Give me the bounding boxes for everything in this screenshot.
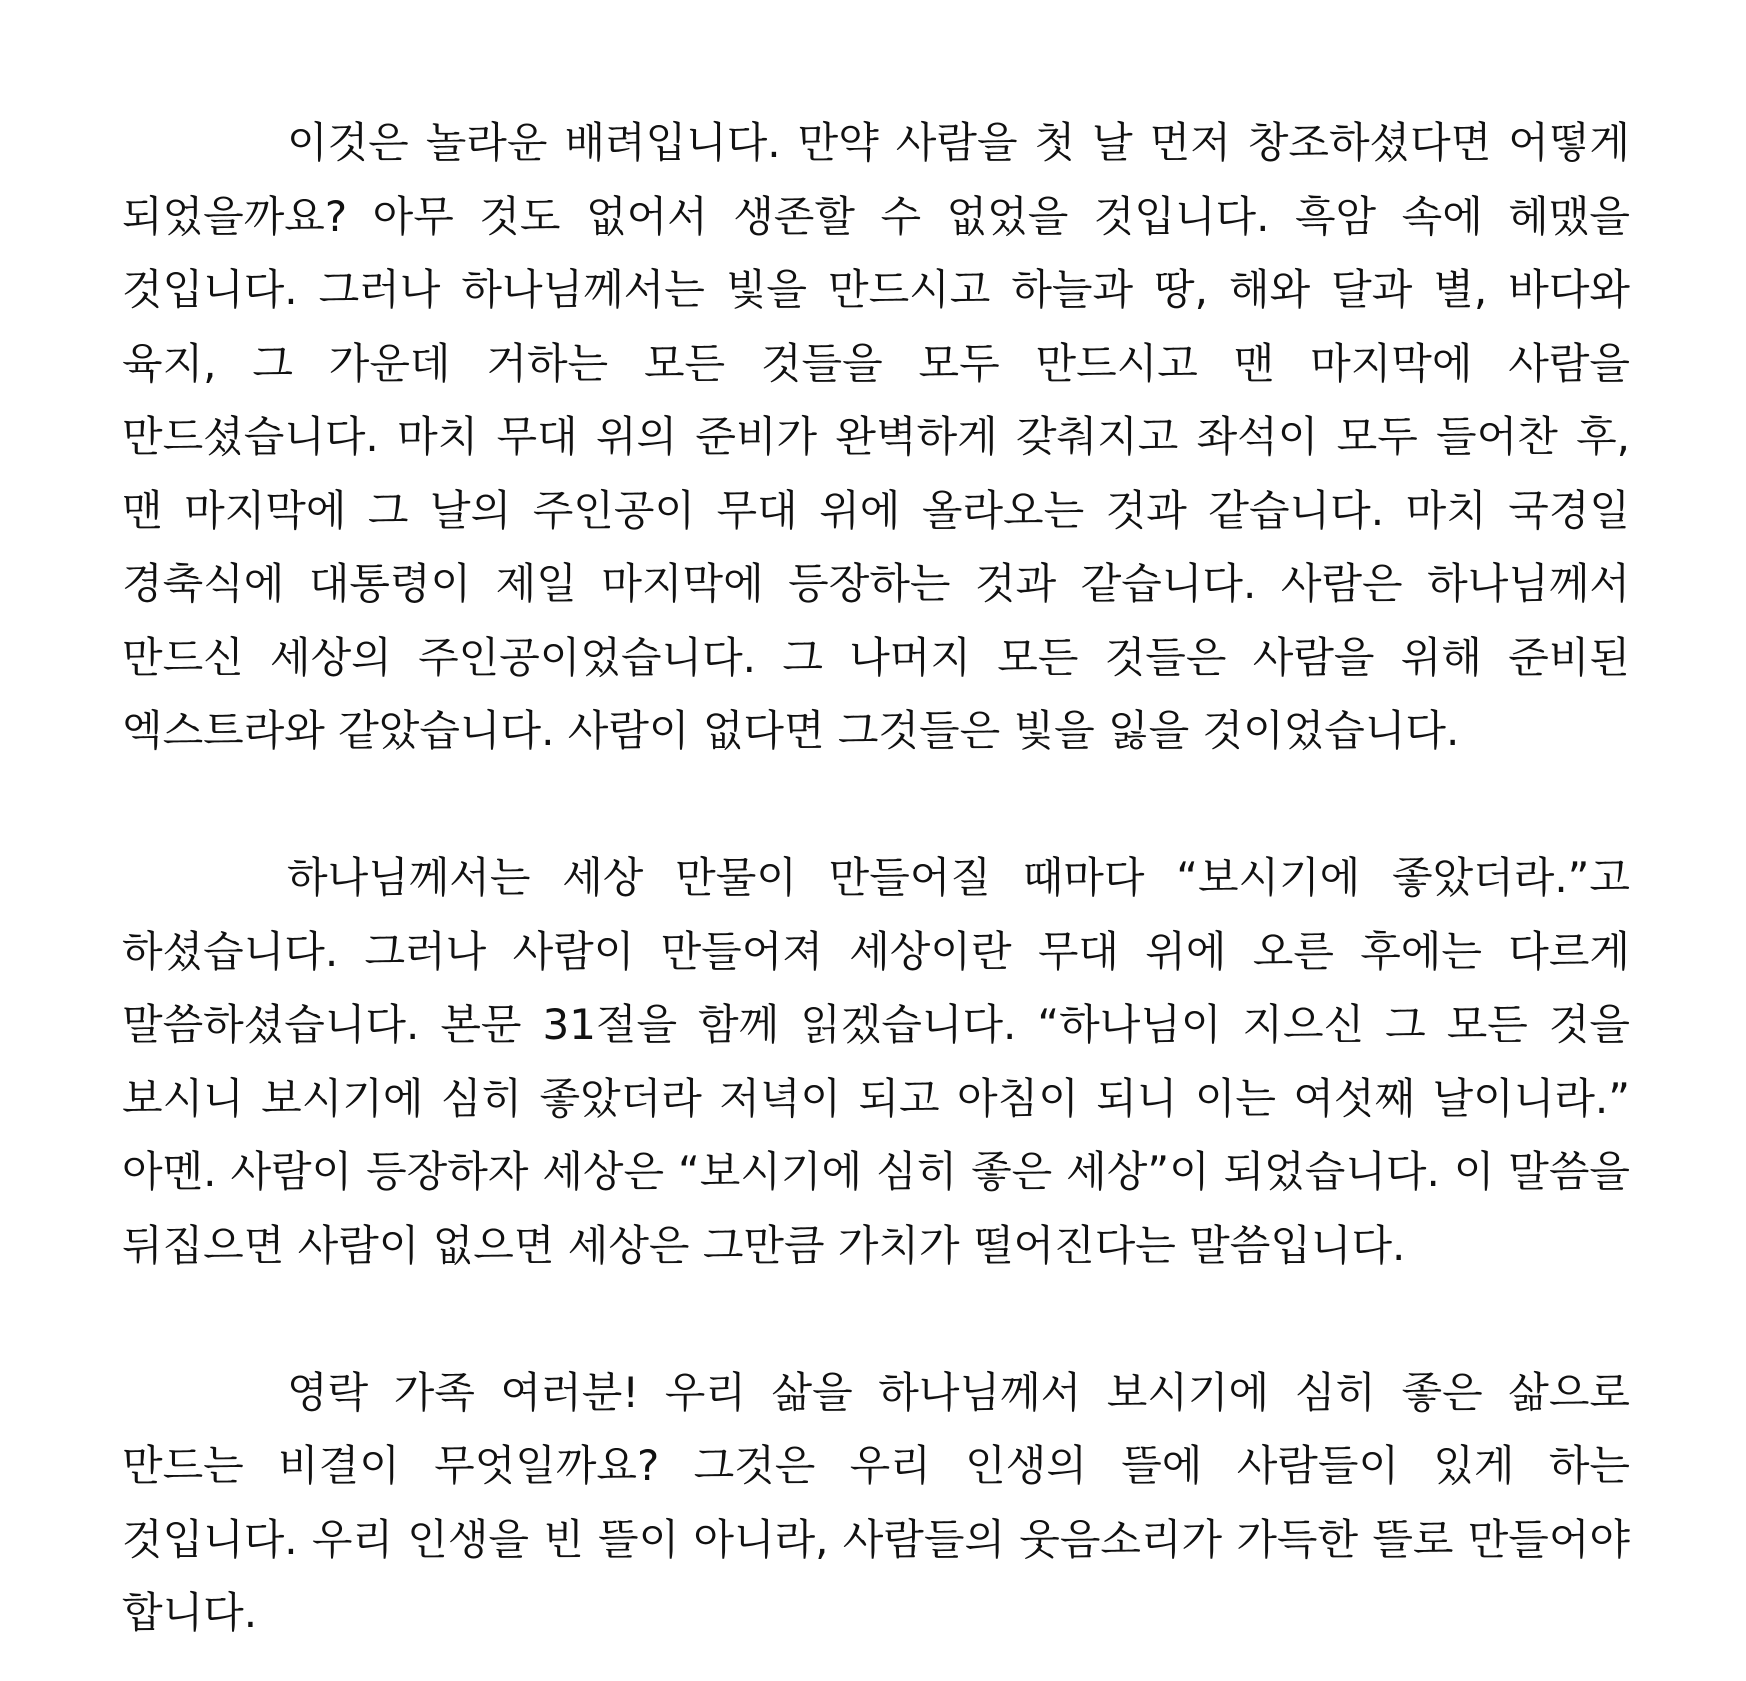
body-paragraph-1: 이것은 놀라운 배려입니다. 만약 사람을 첫 날 먼저 창조하셨다면 어떻게 되었을까요? 아무 것도 없어서 생존할 수 없었을 것입니다. 흑암 속에 헤맸을 것입니다. 그러나 하나님께서는 빛을 만드시고 하늘과 땅, 해와 달과 별, 바다와 육지, 그 가운데 거하는 모든 것들을 모두 만드시고 맨 마지막에 사람을 만드셨습니다. 마치 무대 위의 준비가 완벽하게 갖춰지고 좌석이 모두 들어찬 후, 맨 마지막에 그 날의 주인공이 무대 위에 올라오는 것과 같습니다. 마치 국경일 경축식에 대통령이 제일 마지막에 등장하는 것과 같습니다. 사람은 하나님께서 만드신 세상의 주인공이었습니다. 그 나머지 모든 것들은 사람을 위해 준비된 엑스트라와 같았습니다. 사람이 없다면 그것들은 빛을 잃을 것이었습니다.	[122, 118, 1630, 755]
body-paragraph-2: 하나님께서는 세상 만물이 만들어질 때마다 “보시기에 좋았더라.”고 하셨습니다. 그러나 사람이 만들어져 세상이란 무대 위에 오른 후에는 다르게 말씀하셨습니다. 본문 31절을 함께 읽겠습니다. “하나님이 지으신 그 모든 것을 보시니 보시기에 심히 좋았더라 저녁이 되고 아침이 되니 이는 여섯째 날이니라.” 아멘. 사람이 등장하자 세상은 “보시기에 심히 좋은 세상”이 되었습니다. 이 말씀을 뒤집으면 사람이 없으면 세상은 그만큼 가치가 떨어진다는 말씀입니다.	[122, 853, 1630, 1270]
body-paragraph-3: 영락 가족 여러분! 우리 삶을 하나님께서 보시기에 심히 좋은 삶으로 만드는 비결이 무엇일까요? 그것은 우리 인생의 뜰에 사람들이 있게 하는 것입니다. 우리 인생을 빈 뜰이 아니라, 사람들의 웃음소리가 가득한 뜰로 만들어야 합니다.	[122, 1367, 1630, 1637]
document-page	[122, 106, 1630, 1650]
